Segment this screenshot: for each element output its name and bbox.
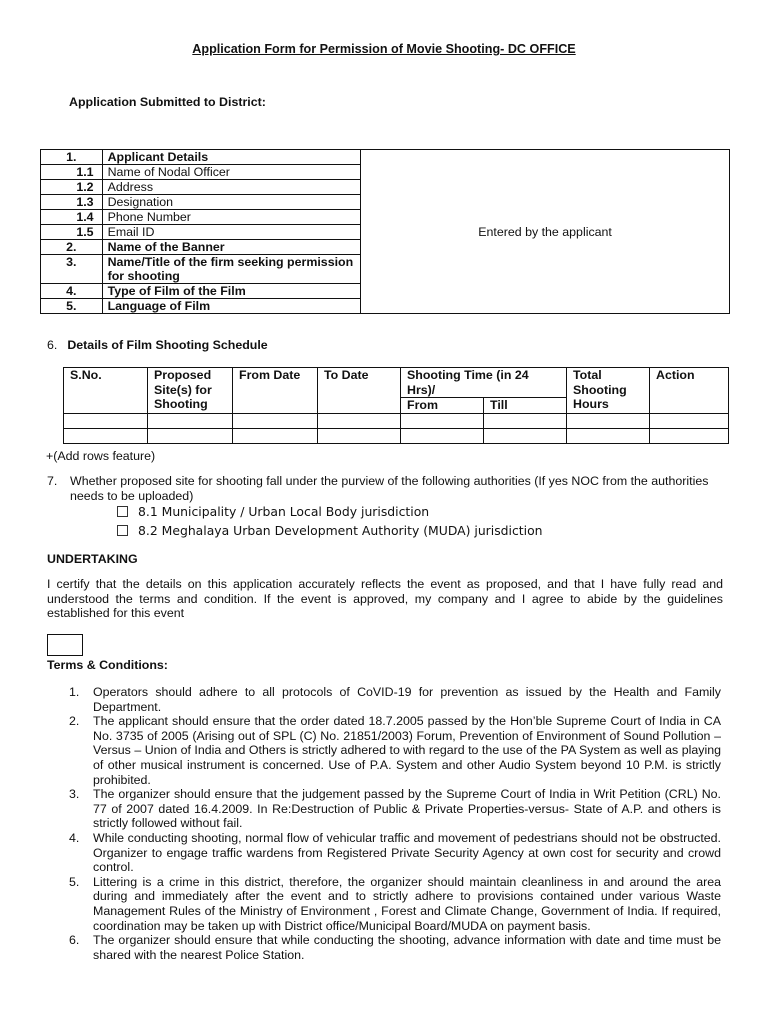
section-number: 7.	[47, 474, 58, 488]
row-label: Address	[102, 180, 361, 195]
col-to-date: To Date	[318, 368, 401, 414]
add-rows-button[interactable]: +(Add rows feature)	[46, 449, 156, 463]
cell-from-time[interactable]	[401, 428, 484, 443]
undertaking-checkbox[interactable]	[47, 634, 83, 656]
section-title: Details of Film Shooting Schedule	[67, 338, 268, 352]
list-item	[69, 787, 721, 831]
col-till-time: Till	[484, 398, 567, 414]
muda-checkbox-option[interactable]	[117, 524, 543, 539]
item-text: The organizer should ensure that the judgement passed by the Supreme Court of India in Writ Petition (CRL) No. 77 of 2007 dated 16.4.2009. In Re:Destruction of Public & Private Properties-versus- State of A.P. and others is strictly followed without fail.	[93, 787, 721, 831]
row-label: Name of Nodal Officer	[102, 165, 361, 180]
col-from-time: From	[401, 398, 484, 414]
list-item	[69, 685, 721, 714]
section-7-text: Whether proposed site for shooting fall under the purview of the following authorities (If yes NOC from the authorities needs to be uploaded)	[70, 474, 709, 503]
checkbox[interactable]	[117, 506, 128, 517]
table-header-row	[64, 368, 729, 398]
col-total-hours: Total Shooting Hours	[567, 368, 650, 414]
item-number: 5.	[69, 874, 80, 889]
row-number: 1.4	[41, 210, 103, 225]
col-shooting-time: Shooting Time (in 24 Hrs)/	[401, 368, 567, 398]
cell-to-date[interactable]	[318, 413, 401, 428]
cell-action[interactable]	[650, 428, 729, 443]
option-label: 8.2 Meghalaya Urban Development Authority (MUDA) jurisdiction	[138, 523, 543, 538]
item-number: 6.	[69, 933, 80, 948]
item-number: 1.	[69, 685, 80, 699]
checkbox[interactable]	[117, 525, 128, 536]
row-label: Designation	[102, 195, 361, 210]
cell-action[interactable]	[650, 413, 729, 428]
cell-till-time[interactable]	[484, 413, 567, 428]
cell-till-time[interactable]	[484, 428, 567, 443]
shooting-schedule-table	[63, 367, 729, 444]
item-number: 2.	[69, 714, 80, 729]
cell-sno[interactable]	[64, 413, 148, 428]
applicant-details-table	[40, 149, 730, 314]
section-6-heading	[47, 338, 268, 353]
row-label: Name/Title of the firm seeking permission for shooting	[102, 255, 361, 284]
section-number: 6.	[47, 338, 58, 352]
row-label: Language of Film	[102, 299, 361, 314]
row-number: 5.	[41, 299, 103, 314]
row-number: 1.5	[41, 225, 103, 240]
item-text: Operators should adhere to all protocols of CoVID-19 for prevention as issued by the Health and Family Department.	[93, 685, 721, 714]
row-number: 1.1	[41, 165, 103, 180]
row-number: 1.2	[41, 180, 103, 195]
undertaking-text: I certify that the details on this application accurately reflects the event as proposed, and that I have fully read and understood the terms and condition. If the event is approved, my company and I agree to abide by the guidelines established for this event	[47, 577, 723, 621]
undertaking-heading: UNDERTAKING	[47, 552, 138, 566]
municipality-checkbox-option[interactable]	[117, 505, 429, 520]
item-text: While conducting shooting, normal flow of vehicular traffic and movement of pedestrians should not be obstructed. Organizer to engage traffic wardens from Registered Private Security Agency at own cost for security and crowd control.	[93, 830, 721, 875]
cell-sites[interactable]	[148, 413, 233, 428]
entered-by-applicant-cell[interactable]: Entered by the applicant	[361, 150, 730, 314]
row-label: Email ID	[102, 225, 361, 240]
cell-total-hours[interactable]	[567, 413, 650, 428]
item-text: The applicant should ensure that the order dated 18.7.2005 passed by the Hon’ble Supreme Court of India in CA No. 3735 of 2005 (Arising out of SPL (C) No. 21851/2003) Forum, Prevention of Environment of Sound Pollution – Versus – Union of India and Others is strictly adhered to with regard to the use of the PA System as well as playing of other musical instrument is concerned. Use of P.A. System and other Audio System beyond 10 P.M. is strictly prohibited.	[93, 714, 721, 787]
table-row	[64, 428, 729, 443]
row-number: 3.	[41, 255, 103, 284]
list-item	[69, 875, 721, 933]
row-label: Applicant Details	[102, 150, 361, 165]
terms-list	[69, 685, 721, 962]
cell-to-date[interactable]	[318, 428, 401, 443]
cell-sites[interactable]	[148, 428, 233, 443]
col-from-date: From Date	[233, 368, 318, 414]
col-action: Action	[650, 368, 729, 414]
submitted-district-label: Application Submitted to District:	[69, 95, 266, 109]
row-label: Name of the Banner	[102, 240, 361, 255]
item-number: 4.	[69, 830, 80, 845]
cell-sno[interactable]	[64, 428, 148, 443]
row-label: Phone Number	[102, 210, 361, 225]
item-text: Littering is a crime in this district, therefore, the organizer should maintain cleanliness in and around the area during and immediately after the event and to strictly adhere to provisions contained under various Waste Management Rules of the Ministry of Environment , Forest and Climate Change, Government of India. If required, coordination may be taken up with District office/Municipal Board/MUDA on payment basis.	[93, 874, 721, 933]
table-row	[41, 150, 730, 165]
cell-from-time[interactable]	[401, 413, 484, 428]
list-item	[69, 714, 721, 787]
page-title: Application Form for Permission of Movie Shooting- DC OFFICE	[192, 42, 576, 56]
cell-from-date[interactable]	[233, 413, 318, 428]
row-number: 4.	[41, 284, 103, 299]
cell-total-hours[interactable]	[567, 428, 650, 443]
cell-from-date[interactable]	[233, 428, 318, 443]
list-item	[69, 933, 721, 962]
row-label: Type of Film of the Film	[102, 284, 361, 299]
col-sno: S.No.	[64, 368, 148, 414]
item-text: The organizer should ensure that while conducting the shooting, advance information with date and time must be shared with the nearest Police Station.	[93, 933, 721, 962]
item-number: 3.	[69, 787, 80, 802]
col-proposed-sites: Proposed Site(s) for Shooting	[148, 368, 233, 414]
terms-heading: Terms & Conditions:	[47, 658, 168, 672]
row-number: 1.3	[41, 195, 103, 210]
row-number: 1.	[41, 150, 103, 165]
table-row	[64, 413, 729, 428]
row-number: 2.	[41, 240, 103, 255]
list-item	[69, 831, 721, 875]
option-label: 8.1 Municipality / Urban Local Body jurisdiction	[138, 504, 430, 519]
